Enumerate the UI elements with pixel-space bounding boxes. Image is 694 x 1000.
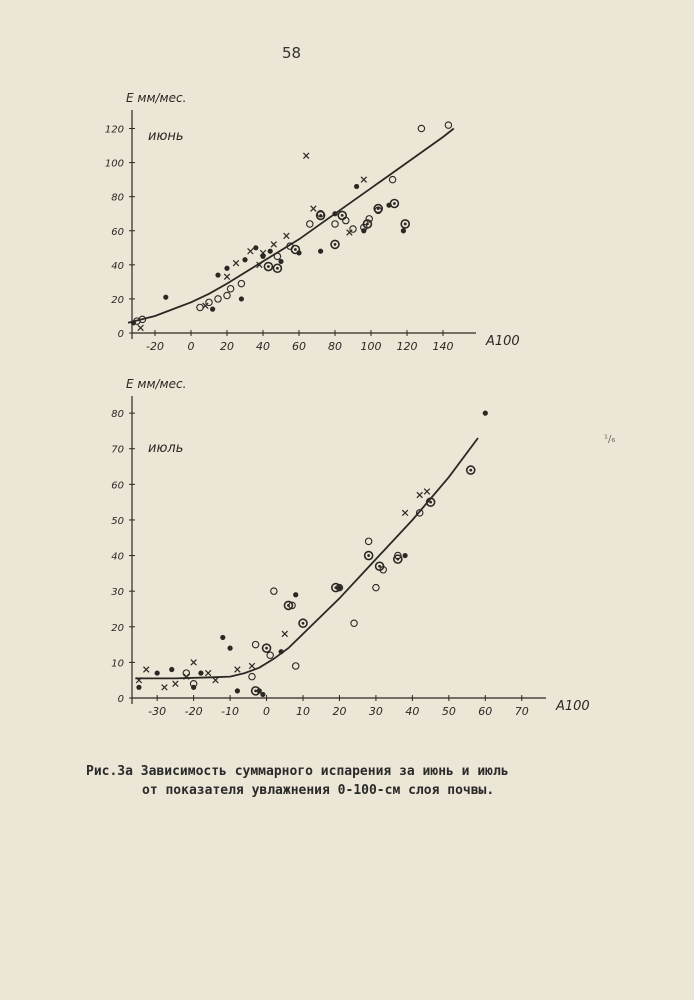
- data-point-bullseye-center: [334, 586, 337, 589]
- y-tick-label: 0: [117, 329, 124, 340]
- data-point-filled: [215, 272, 220, 277]
- data-point-bullseye-center: [469, 469, 472, 472]
- data-point-circle: [307, 221, 313, 227]
- x-axis-label: A100: [556, 699, 590, 714]
- data-point-cross: [224, 274, 230, 280]
- data-point-bullseye-center: [319, 214, 322, 217]
- data-point-circle: [224, 292, 230, 298]
- data-point-filled: [163, 295, 168, 300]
- y-tick-label: 40: [111, 551, 124, 563]
- x-tick-label: 10: [296, 705, 311, 718]
- data-point-cross: [424, 489, 430, 495]
- data-point-bullseye-center: [276, 267, 279, 270]
- data-point-filled: [279, 649, 284, 654]
- data-point-filled: [260, 692, 265, 697]
- data-point-cross: [203, 303, 209, 309]
- x-tick-label: 80: [328, 340, 342, 353]
- y-tick-label: 20: [111, 622, 124, 634]
- data-point-circle: [252, 641, 258, 647]
- panel-title: июнь: [148, 129, 184, 144]
- data-point-filled: [235, 688, 240, 693]
- trend-line: [128, 129, 454, 323]
- x-tick-label: 60: [292, 340, 306, 353]
- data-point-filled: [483, 411, 488, 416]
- x-tick-label: -20: [146, 340, 164, 353]
- data-point-filled: [220, 635, 225, 640]
- data-point-circle: [418, 125, 424, 131]
- data-point-cross: [143, 667, 149, 673]
- x-tick-label: -30: [148, 705, 167, 718]
- data-point-filled: [268, 249, 273, 254]
- data-point-filled: [293, 592, 298, 597]
- caption-line-2: от показателя увлажнения 0-100-см слоя почвы.: [142, 783, 495, 798]
- data-point-filled: [361, 228, 366, 233]
- data-point-filled: [354, 184, 359, 189]
- data-point-cross: [213, 677, 219, 683]
- y-tick-label: 120: [104, 124, 124, 136]
- data-point-circle: [373, 584, 379, 590]
- data-point-cross: [311, 206, 317, 212]
- data-point-bullseye-center: [294, 248, 297, 251]
- data-point-filled: [402, 553, 407, 558]
- data-point-filled: [227, 646, 232, 651]
- caption-line-1: Рис.3а Зависимость суммарного испарения за июнь и июль: [86, 764, 509, 779]
- y-tick-label: 50: [111, 515, 124, 527]
- data-point-bullseye-center: [366, 223, 369, 226]
- data-point-filled: [210, 307, 215, 312]
- data-point-circle: [183, 670, 189, 676]
- data-point-bullseye-center: [396, 558, 399, 561]
- data-point-filled: [239, 296, 244, 301]
- data-point-cross: [284, 233, 290, 239]
- data-point-filled: [191, 685, 196, 690]
- data-point-filled: [224, 266, 229, 271]
- y-tick-label: 80: [111, 192, 124, 204]
- data-point-cross: [138, 325, 144, 331]
- data-point-bullseye-center: [404, 223, 407, 226]
- y-tick-label: 0: [117, 694, 124, 705]
- data-point-bullseye-center: [378, 565, 381, 568]
- x-tick-label: 60: [478, 705, 493, 718]
- data-point-filled: [242, 257, 247, 262]
- x-tick-label: -10: [221, 705, 240, 718]
- y-tick-label: 100: [104, 158, 124, 170]
- x-tick-label: 20: [332, 705, 347, 718]
- x-tick-label: 0: [187, 340, 195, 353]
- y-tick-label: 40: [111, 260, 124, 272]
- y-tick-label: 20: [111, 294, 124, 306]
- x-tick-label: 20: [220, 340, 234, 353]
- figure-caption: [86, 762, 646, 800]
- stray-mark: ¹/₆: [604, 434, 616, 445]
- data-point-circle: [215, 296, 221, 302]
- data-point-bullseye-center: [429, 501, 432, 504]
- panel-title: июль: [148, 441, 184, 456]
- trend-line: [135, 438, 478, 678]
- data-point-bullseye-center: [393, 202, 396, 205]
- data-point-circle: [267, 652, 273, 658]
- data-point-circle: [238, 280, 244, 286]
- data-point-bullseye-center: [377, 207, 380, 210]
- data-point-cross: [402, 510, 408, 516]
- y-tick-label: 60: [111, 480, 124, 492]
- data-point-cross: [303, 153, 309, 159]
- x-tick-label: 30: [368, 705, 383, 718]
- y-axis-label: E мм/мес.: [126, 378, 187, 391]
- data-point-cross: [347, 230, 353, 236]
- data-point-circle: [332, 221, 338, 227]
- data-point-circle: [445, 122, 451, 128]
- y-tick-label: 70: [111, 444, 124, 456]
- x-tick-label: 120: [396, 340, 418, 353]
- data-point-filled: [155, 670, 160, 675]
- data-point-circle: [271, 588, 277, 594]
- data-point-bullseye-center: [302, 622, 305, 625]
- chart-july: [0, 378, 694, 728]
- data-point-filled: [278, 259, 283, 264]
- x-tick-label: 0: [263, 705, 271, 718]
- y-axis-label: E мм/мес.: [126, 91, 187, 105]
- data-point-bullseye-center: [367, 554, 370, 557]
- data-point-cross: [249, 663, 255, 669]
- data-point-cross: [248, 248, 254, 254]
- data-point-filled: [131, 320, 136, 325]
- data-point-cross: [173, 681, 179, 687]
- data-point-filled: [169, 667, 174, 672]
- x-tick-label: 40: [256, 340, 270, 353]
- data-point-circle: [274, 253, 280, 259]
- x-axis-label: A100: [486, 334, 520, 349]
- data-point-filled: [198, 670, 203, 675]
- data-point-filled: [318, 249, 323, 254]
- x-tick-label: 50: [441, 705, 456, 718]
- x-tick-label: 70: [514, 705, 529, 718]
- data-point-filled: [136, 685, 141, 690]
- y-tick-label: 60: [111, 226, 124, 238]
- data-point-cross: [233, 260, 239, 266]
- data-point-bullseye-center: [267, 265, 270, 268]
- x-tick-label: 100: [360, 340, 382, 353]
- data-point-bullseye-center: [287, 604, 290, 607]
- data-point-bullseye-center: [334, 243, 337, 246]
- data-point-circle: [389, 176, 395, 182]
- data-point-cross: [191, 660, 197, 666]
- data-point-circle: [197, 304, 203, 310]
- x-tick-label: 40: [405, 705, 420, 718]
- x-tick-label: 140: [432, 340, 454, 353]
- y-tick-label: 30: [111, 587, 124, 599]
- data-point-filled: [253, 245, 258, 250]
- data-point-circle: [227, 285, 233, 291]
- page-number: 58: [282, 44, 302, 62]
- y-tick-label: 80: [111, 409, 124, 421]
- data-point-filled: [332, 211, 337, 216]
- data-point-circle: [351, 620, 357, 626]
- x-tick-label: -20: [184, 705, 203, 718]
- data-point-bullseye-center: [265, 647, 268, 650]
- data-point-circle: [365, 538, 371, 544]
- data-point-bullseye-center: [341, 214, 344, 217]
- data-point-circle: [293, 663, 299, 669]
- data-point-circle: [249, 673, 255, 679]
- data-point-cross: [235, 667, 241, 673]
- data-point-cross: [282, 631, 288, 637]
- data-point-bullseye-center: [254, 689, 257, 692]
- data-point-filled: [401, 228, 406, 233]
- data-point-cross: [417, 492, 423, 498]
- y-tick-label: 10: [111, 658, 124, 670]
- chart-june: [0, 88, 694, 368]
- data-point-cross: [205, 670, 211, 676]
- data-point-cross: [162, 685, 168, 691]
- data-point-cross: [271, 242, 277, 248]
- data-point-cross: [361, 177, 367, 183]
